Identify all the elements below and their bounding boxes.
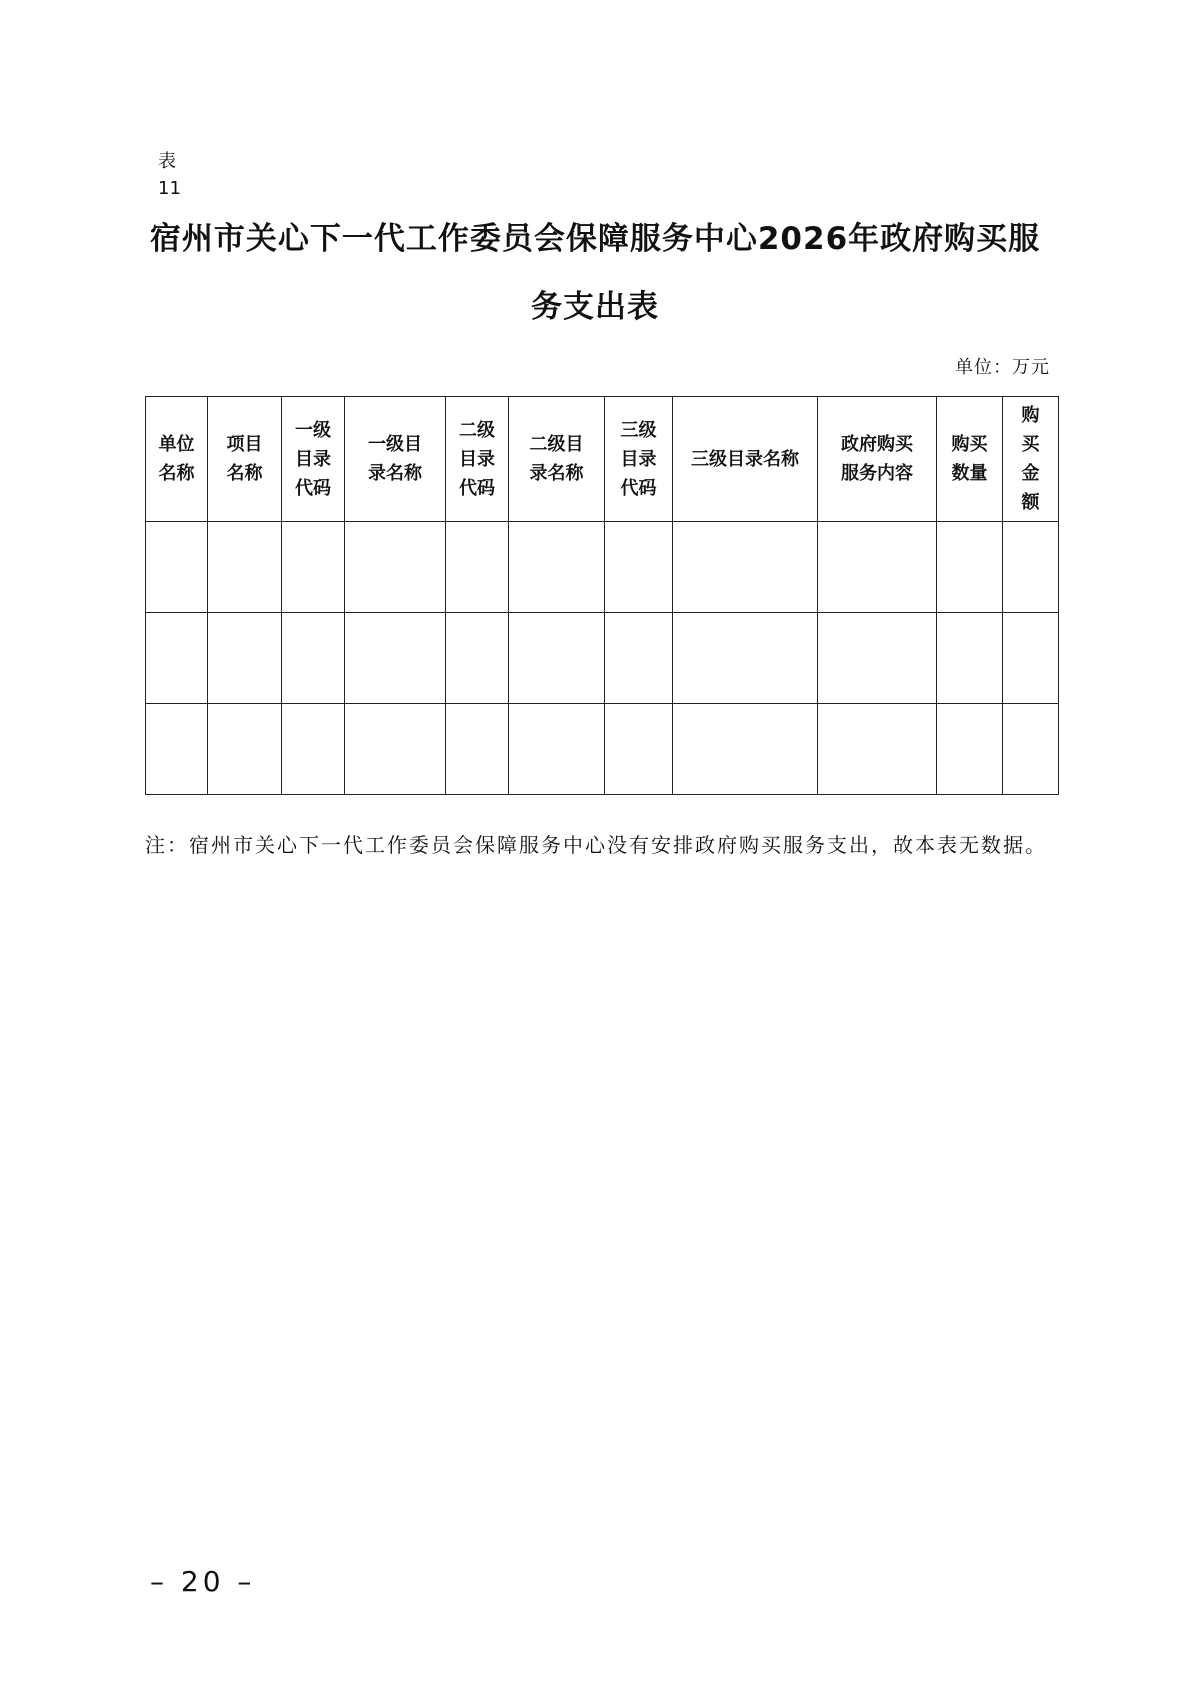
header-level3-code [605, 397, 673, 522]
table-cell-level1-name [345, 522, 446, 613]
header-label-amount: 购买金额 [1021, 405, 1040, 513]
table-cell-level3-name [673, 704, 818, 795]
table-cell-amount [1003, 613, 1059, 704]
table-cell-level1-code [282, 522, 345, 613]
unit-label: 单位：万元 [955, 357, 1050, 378]
header-quantity [937, 397, 1003, 522]
table-cell-level2-name [509, 522, 605, 613]
table-cell-level2-name [509, 704, 605, 795]
header-label-level2-name: 二级目录名称 [529, 434, 584, 484]
table-cell-level1-name [345, 613, 446, 704]
header-level2-name [509, 397, 605, 522]
table-number: 表11 [158, 151, 181, 199]
table-cell-level3-code [605, 522, 673, 613]
header-level2-code [446, 397, 509, 522]
table-cell-level1-name [345, 704, 446, 795]
header-label-unit-name: 单位名称 [158, 434, 195, 484]
header-amount [1003, 397, 1059, 522]
table-cell-level3-name [673, 613, 818, 704]
table-cell-service-content [818, 613, 937, 704]
table-cell-amount [1003, 704, 1059, 795]
header-level3-name [673, 397, 818, 522]
table-cell-level2-name [509, 613, 605, 704]
table-note: 注：宿州市关心下一代工作委员会保障服务中心没有安排政府购买服务支出，故本表无数据。 [145, 833, 1047, 857]
table-cell-level3-name [673, 522, 818, 613]
table-cell-service-content [818, 522, 937, 613]
table-cell-quantity [937, 522, 1003, 613]
header-label-level1-name: 一级目录名称 [368, 434, 422, 484]
header-label-level2-code: 二级目录代码 [459, 419, 495, 499]
table-cell-quantity [937, 613, 1003, 704]
title-line-1: 宿州市关心下一代工作委员会保障服务中心2026年政府购买服 [149, 221, 1041, 257]
header-label-quantity: 购买数量 [951, 434, 988, 484]
header-level1-code [282, 397, 345, 522]
table-cell-level3-code [605, 613, 673, 704]
header-project-name [208, 397, 282, 522]
table-cell-level2-code [446, 522, 509, 613]
header-service-content [818, 397, 937, 522]
table-cell-unit-name [146, 613, 208, 704]
table-header-row [146, 397, 1059, 522]
table-row [146, 704, 1059, 795]
table-cell-project-name [208, 704, 282, 795]
table-cell-project-name [208, 613, 282, 704]
table-cell-level1-code [282, 704, 345, 795]
header-label-level1-code: 一级目录代码 [295, 419, 331, 499]
title-line-2: 务支出表 [531, 289, 659, 325]
header-label-service-content: 政府购买服务内容 [841, 434, 913, 484]
table-cell-amount [1003, 522, 1059, 613]
page-title [140, 205, 1050, 341]
header-label-level3-name: 三级目录名称 [691, 448, 799, 470]
purchase-services-table [145, 396, 1059, 795]
header-level1-name [345, 397, 446, 522]
table-cell-unit-name [146, 522, 208, 613]
table-cell-level2-code [446, 613, 509, 704]
table-cell-level2-code [446, 704, 509, 795]
header-label-level3-code: 三级目录代码 [620, 419, 657, 499]
table-row [146, 613, 1059, 704]
table-cell-project-name [208, 522, 282, 613]
table-cell-quantity [937, 704, 1003, 795]
page-number: – 20 – [150, 1565, 256, 1598]
table-cell-unit-name [146, 704, 208, 795]
table-row [146, 522, 1059, 613]
header-label-project-name: 项目名称 [226, 434, 263, 484]
table-cell-service-content [818, 704, 937, 795]
table-cell-level3-code [605, 704, 673, 795]
table-body [146, 522, 1059, 795]
table-cell-level1-code [282, 613, 345, 704]
header-unit-name [146, 397, 208, 522]
